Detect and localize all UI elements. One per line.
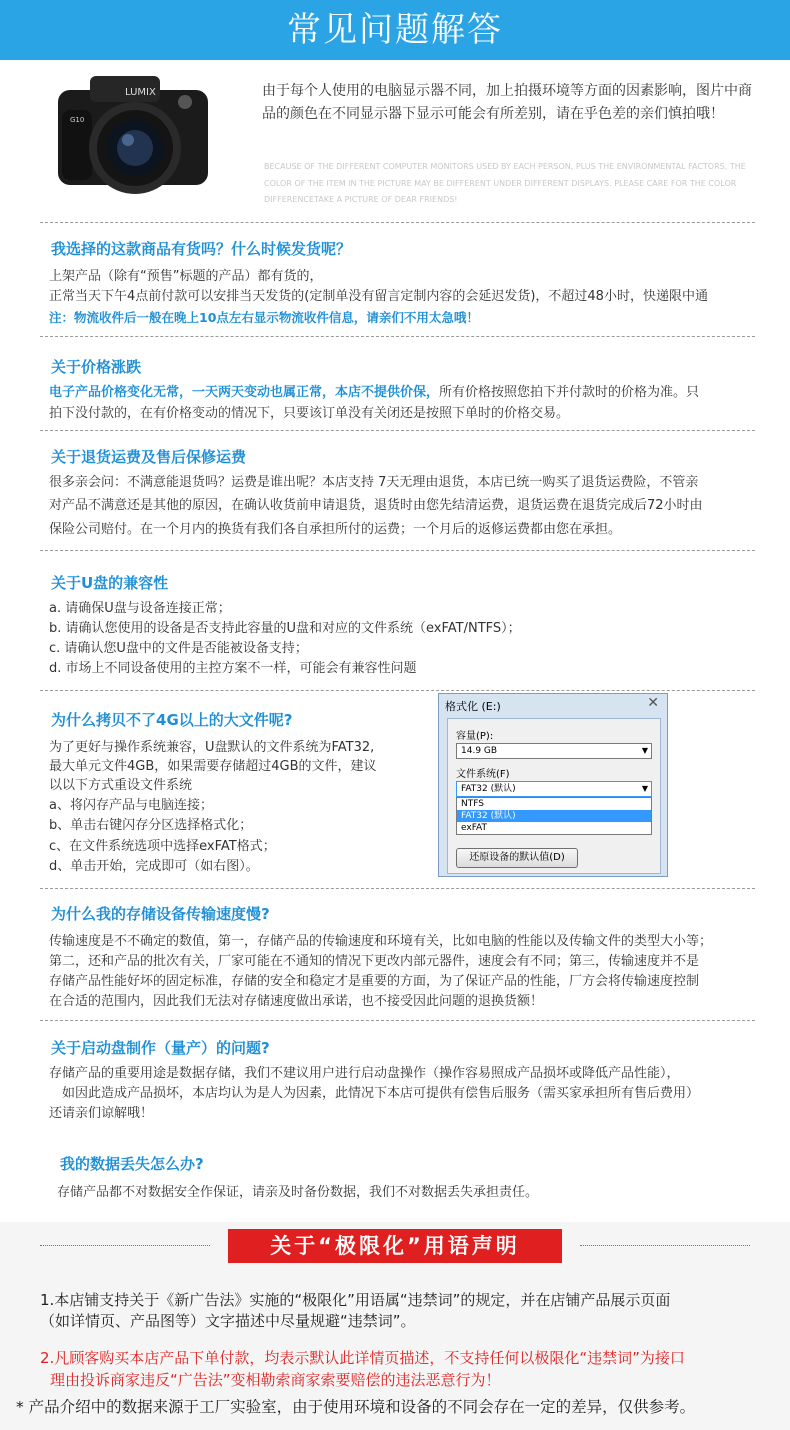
chevron-down-icon: ▼ <box>641 784 648 793</box>
footer-p1-line2: （如详情页、产品图等）文字描述中尽量规避“违禁词”。 <box>40 1312 416 1330</box>
divider <box>580 1245 750 1246</box>
faq-usb-line2: b. 请确认您使用的设备是否支持此容量的U盘和对应的文件系统（exFAT/NTFS）； <box>49 621 521 636</box>
camera-icon <box>40 70 220 200</box>
filesystem-label: 文件系统(F) <box>456 769 510 780</box>
dialog-title: 格式化 (E:) <box>445 700 501 713</box>
divider <box>40 1245 210 1246</box>
filesystem-option[interactable]: FAT32 (默认) <box>457 810 651 822</box>
faq-usb-title: 关于U盘的兼容性 <box>51 574 169 592</box>
faq-price-line1 <box>49 381 699 400</box>
close-icon[interactable]: ✕ <box>647 695 659 711</box>
faq-bigfile-line3: 以以下方式重设文件系统 <box>49 778 193 793</box>
faq-returns-line3: 保险公司赔付。在一个月内的换货有我们各自承担所付的运费；一个月后的返修运费都由您在承担。 <box>49 522 622 537</box>
faq-boot-line2: 如因此造成产品损坏，本店均认为是人为因素，此情况下本店可提供有偿售后服务（需买家承担所有售后费用） <box>62 1086 700 1101</box>
faq-returns-line2: 对产品不满意还是其他的原因，在确认收货前申请退货，退货时由您先结清运费，退货运费在退货完成后72小时由 <box>49 498 703 513</box>
filesystem-option[interactable]: exFAT <box>461 823 488 833</box>
faq-usb-line1: a. 请确保U盘与设备连接正常； <box>49 601 231 616</box>
divider <box>40 888 755 889</box>
faq-returns-line1: 很多亲会问：不满意能退货吗？运费是谁出呢？本店支持 7天无理由退货，本店已统一购买了退货运费险，不管亲 <box>49 475 699 490</box>
dialog-body <box>447 718 661 874</box>
intro-text: 由于每个人使用的电脑显示器不同，加上拍摄环境等方面的因素影响，图片中商品的颜色在不同显示器下显示可能会有所差别，请在乎色差的亲们慎拍哦！ <box>262 83 752 122</box>
divider <box>40 222 755 223</box>
divider <box>40 430 755 431</box>
camera-brand-text: LUMIX <box>125 87 156 98</box>
filesystem-options <box>456 797 652 835</box>
filesystem-option[interactable]: NTFS <box>461 799 484 809</box>
faq-bigfile-line1: 为了更好与操作系统兼容，U盘默认的文件系统为FAT32, <box>49 740 375 755</box>
camera-model-text: G10 <box>70 116 85 124</box>
faq-bigfile-title: 为什么拷贝不了4G以上的大文件呢? <box>51 711 293 729</box>
divider <box>40 690 755 691</box>
faq-boot-title: 关于启动盘制作（量产）的问题? <box>51 1039 270 1057</box>
faq-price-line2: 拍下没付款的，在有价格变动的情况下，只要该订单没有关闭还是按照下单时的价格交易。 <box>49 406 570 421</box>
faq-boot-line3: 还请亲们谅解哦！ <box>49 1106 154 1121</box>
footer-p2-line1: 2.凡顾客购买本店产品下单付款，均表示默认此详情页描述，不支持任何以极限化“违禁词”为接口 <box>40 1349 685 1367</box>
footer-p3: * 产品介绍中的数据来源于工厂实验室，由于使用环境和设备的不同会存在一定的差异，仅供参考。 <box>16 1398 696 1416</box>
filesystem-value: FAT32 (默认) <box>461 784 516 794</box>
faq-bigfile-line2: 最大单元文件4GB，如果需要存储超过4GB的文件，建议 <box>49 759 377 774</box>
faq-usb-line3: c. 请确认您U盘中的文件是否能被设备支持； <box>49 641 308 656</box>
footer-p2-line2: 理由投诉商家违反“广告法”变相勒索商家索要赔偿的违法恶意行为！ <box>50 1371 501 1389</box>
faq-usb-line4: d. 市场上不同设备使用的主控方案不一样，可能会有兼容性问题 <box>49 661 417 676</box>
capacity-label: 容量(P): <box>456 731 494 742</box>
faq-bigfile-line4: a、将闪存产品与电脑连接； <box>49 798 213 813</box>
faq-price-line1-rest: 所有价格按照您拍下并付款时的价格为准。只 <box>439 385 700 400</box>
faq-price-highlight: 电子产品价格变化无常，一天两天变动也属正常，本店不提供价保， <box>49 385 440 400</box>
faq-returns-title: 关于退货运费及售后保修运费 <box>51 448 247 466</box>
restore-defaults-button[interactable]: 还原设备的默认值(D) <box>456 848 578 868</box>
faq-bigfile-line5: b、单击右键闪存分区选择格式化； <box>49 818 253 833</box>
faq-stock-title: 我选择的这款商品有货吗？什么时候发货呢？ <box>51 240 352 258</box>
faq-speed-line3: 存储产品性能好坏的固定标准，存储的安全和稳定才是重要的方面，为了保证产品的性能，厂方会将传输速度控制 <box>49 974 700 989</box>
faq-boot-line1: 存储产品的重要用途是数据存储，我们不建议用户进行启动盘操作（操作容易照成产品损坏或降低产品性能）， <box>49 1066 680 1081</box>
divider <box>40 550 755 551</box>
faq-speed-line4: 在合适的范围内，因此我们无法对存储速度做出承诺，也不接受因此问题的退换货额！ <box>49 994 544 1009</box>
faq-stock-note: 注：物流收件后一般在晚上10点左右显示物流收件信息，请亲们不用太急哦！ <box>49 310 479 325</box>
footer-p1-line1: 1.本店铺支持关于《新广告法》实施的“极限化”用语属“违禁词”的规定，并在店铺产品展示页面 <box>40 1291 671 1309</box>
faq-speed-title: 为什么我的存储设备传输速度慢? <box>51 905 270 923</box>
faq-bigfile-line7: d、单击开始，完成即可（如右图）。 <box>49 859 259 874</box>
footer-banner: 关于“极限化”用语声明 <box>228 1229 562 1263</box>
faq-stock-line2: 正常当天下午4点前付款可以安排当天发货的(定制单没有留言定制内容的会延迟发货)，不超过48小时，快递限中通 <box>49 289 708 304</box>
chevron-down-icon: ▼ <box>641 746 648 755</box>
divider <box>40 1020 755 1021</box>
faq-stock-line1: 上架产品（除有“预售”标题的产品）都有货的， <box>49 269 323 284</box>
faq-price-title: 关于价格涨跌 <box>51 358 142 376</box>
divider <box>40 336 755 337</box>
faq-dataloss-title: 我的数据丢失怎么办? <box>60 1155 204 1173</box>
faq-speed-line2: 第二，还和产品的批次有关，厂家可能在不通知的情况下更改内部元器件，速度会有不同；第三，传输速度并不是 <box>49 954 700 969</box>
faq-dataloss-line1: 存储产品都不对数据安全作保证，请亲及时备份数据，我们不对数据丢失承担责任。 <box>57 1185 539 1200</box>
filesystem-select[interactable] <box>456 781 652 797</box>
faq-bigfile-line6: c、在文件系统选项中选择exFAT格式； <box>49 839 276 854</box>
capacity-select[interactable] <box>456 743 652 759</box>
faq-speed-line1: 传输速度是不不确定的数值，第一，存储产品的传输速度和环境有关，比如电脑的性能以及传输文件的类型大小等； <box>49 934 713 949</box>
capacity-value: 14.9 GB <box>461 746 498 756</box>
intro-text-en: BECAUSE OF THE DIFFERENT COMPUTER MONITORS USED BY EACH PERSON, PLUS THE ENVIRONMENTAL FACTORS, THE COLOR OF THE ITEM IN THE PICTURE MAY BE DIFFERENT UNDER DIFFERENT DISPLAYS. PLEASE CARE FOR THE COLOR DIFFERENCETAKE A PICTURE OF DEAR FRIENDS! <box>264 162 746 204</box>
format-dialog <box>438 693 668 877</box>
page-title: 常见问题解答 <box>0 0 790 60</box>
